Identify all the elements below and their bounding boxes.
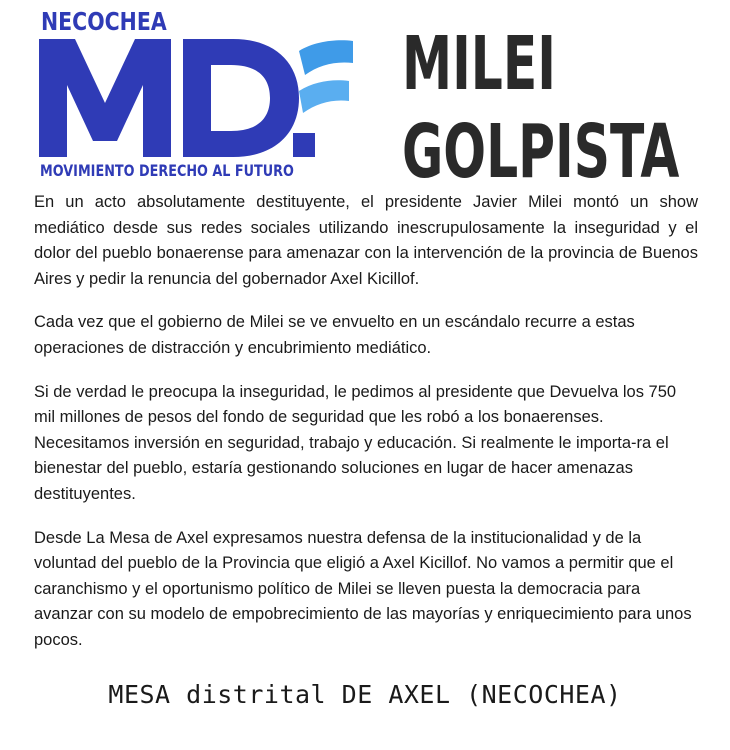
logo-mark (37, 33, 355, 161)
paragraph-2: Cada vez que el gobierno de Milei se ve envuelto en un escándalo recurre a estas operaciones de distracción y encubrimiento mediático. (34, 313, 635, 357)
logo-letter-m (39, 39, 171, 157)
paragraph-4: Desde La Mesa de Axel expresamos nuestra defensa de la institucionalidad y de la voluntad del pueblo de la Provincia que eligió a Axel Kicillof. No vamos a permitir que el caranchismo y el oportunismo político de Milei se lleven puesta la democracia para avanzar con su modelo de empobrecimiento de las mayorías y enriquecimiento para unos pocos. (34, 528, 692, 649)
paragraph-1: En un acto absolutamente destituyente, el presidente Javier Milei montó un show mediático desde sus redes sociales utilizando inescrupulosamente la inseguridad y el dolor del pueblo bonaerense para amenazar con la intervención de la provincia de Buenos Aires y pedir la renuncia del gobernador Axel Kicillof. (34, 193, 698, 288)
logo-tagline: MOVIMIENTO DERECHO AL FUTURO (40, 161, 294, 180)
logo-city-text: NECOCHEA (41, 7, 167, 36)
paragraph-3: Si de verdad le preocupa la inseguridad, le pedimos al presidente que Devuelva los 750 mil millones de pesos del fondo de seguridad que les robó a los bonaerenses. Necesitamos inversión en seguridad, trabajo y educación. Si realmente le importa-ra el bienestar del pueblo, estaría gestionando soluciones en lugar de hacer amenazas destituyentes. (34, 382, 677, 503)
logo-f-block (293, 133, 315, 157)
mdf-logo (37, 3, 355, 183)
logo-letter-d (183, 39, 299, 157)
headline-line-2: GOLPISTA (402, 109, 680, 195)
signature: MESA distrital DE AXEL (NECOCHEA) (108, 680, 622, 709)
logo-f-stripe-mid (299, 80, 349, 113)
logo-f-stripe-top (299, 40, 353, 75)
headline (402, 20, 679, 196)
statement-body (34, 190, 698, 672)
headline-line-1: MILEI (402, 21, 556, 107)
